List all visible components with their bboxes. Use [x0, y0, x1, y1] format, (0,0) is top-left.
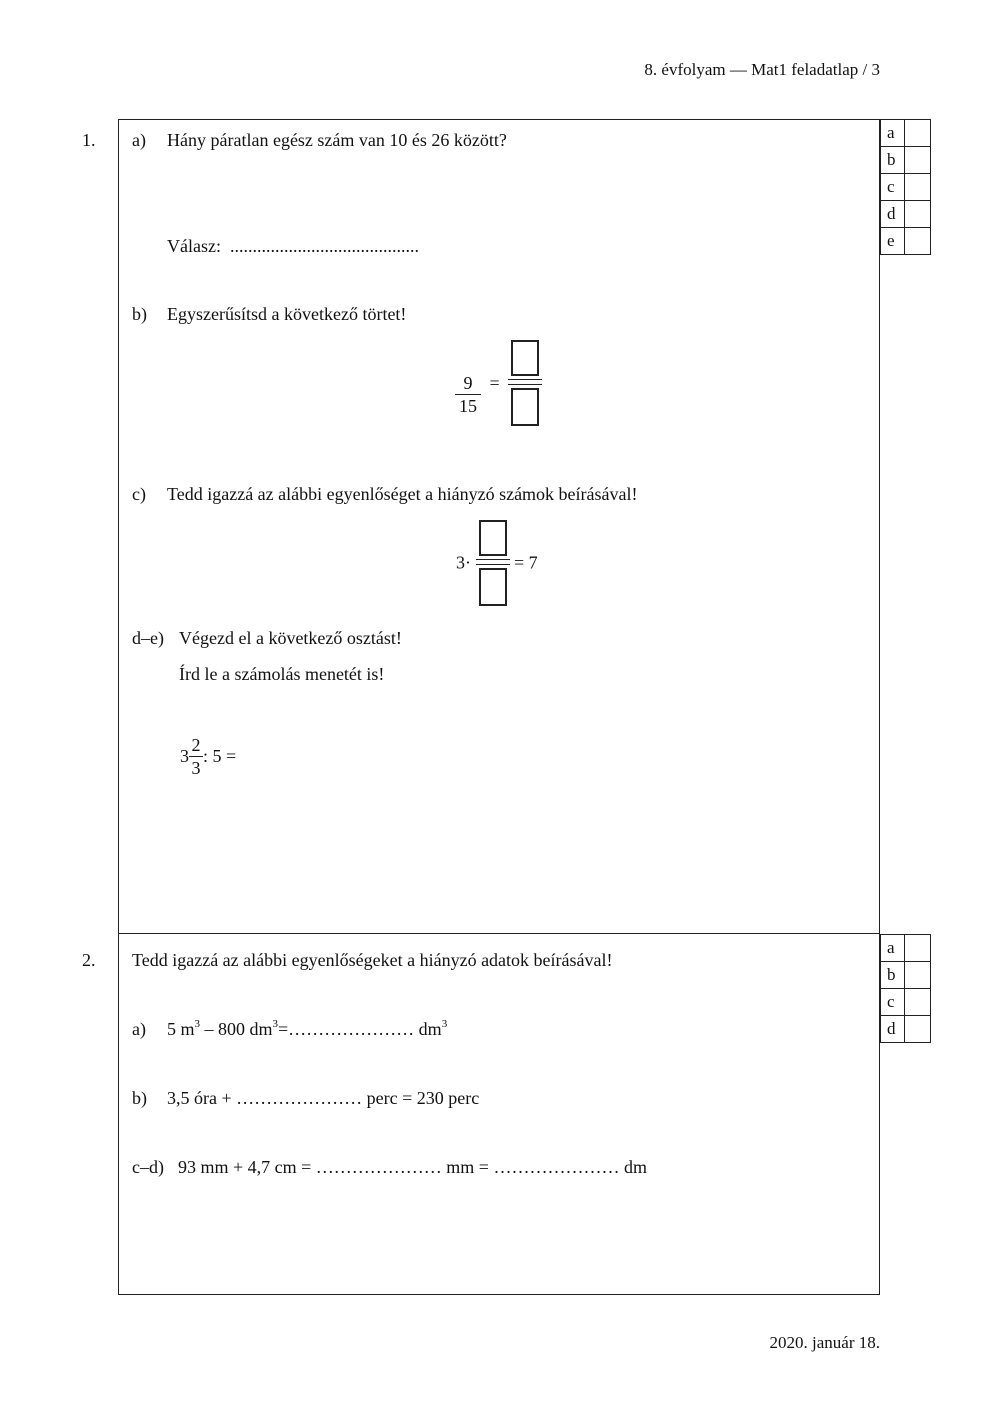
grade-row: [881, 174, 931, 201]
equals-sign: =: [489, 372, 500, 393]
grade-row: [881, 1016, 931, 1043]
grade-row: [881, 989, 931, 1016]
mixed-fraction: [189, 734, 203, 779]
grade-cell[interactable]: [905, 228, 931, 255]
task1de-label: d–e): [132, 628, 164, 648]
factor-3: 3·: [456, 552, 471, 573]
task2cd-equation[interactable]: 93 mm + 4,7 cm = ………………… mm = ………………… dm: [178, 1157, 647, 1177]
fraction-bar: [508, 379, 542, 385]
grade-row: [881, 120, 931, 147]
division-by-5: : 5 =: [203, 746, 237, 766]
grade-cell[interactable]: [905, 147, 931, 174]
page-footer-date: 2020. január 18.: [769, 1333, 880, 1352]
grade-cell[interactable]: [905, 174, 931, 201]
task2-number: 2.: [82, 950, 96, 970]
grade-letter: c: [881, 174, 905, 201]
grade-row: [881, 201, 931, 228]
task1de-instruction-2: Írd le a számolás menetét is!: [179, 664, 385, 684]
grade-letter: b: [881, 962, 905, 989]
grade-cell[interactable]: [905, 201, 931, 228]
grade-cell[interactable]: [905, 120, 931, 147]
term-5m3: 5 m: [167, 1019, 195, 1039]
task1c-equation: [456, 520, 538, 606]
grade-cell[interactable]: [905, 1016, 931, 1043]
task1de-expression: [180, 734, 236, 779]
cube-exponent: 3: [194, 1018, 201, 1030]
task1c-instruction: Tedd igazzá az alábbi egyenlőséget a hiányzó számok beírásával!: [167, 484, 638, 504]
task2-grade-table: [880, 934, 931, 1043]
cube-exponent: 3: [441, 1018, 448, 1030]
fraction-bar: [476, 559, 510, 565]
fraction-numerator: 9: [463, 372, 473, 393]
task2b-label: b): [132, 1088, 147, 1108]
fraction-numerator: 2: [191, 735, 201, 755]
task2b-equation[interactable]: 3,5 óra + ………………… perc = 230 perc: [167, 1088, 480, 1108]
grade-row: [881, 962, 931, 989]
grade-letter: b: [881, 147, 905, 174]
grade-row: [881, 147, 931, 174]
numerator-box[interactable]: [479, 520, 507, 556]
answer-fraction[interactable]: [476, 520, 510, 606]
task1b-equation: [455, 340, 542, 426]
task1c-label: c): [132, 484, 146, 504]
task2cd-label: c–d): [132, 1157, 164, 1177]
grade-cell[interactable]: [905, 989, 931, 1016]
grade-letter: a: [881, 935, 905, 962]
task1-number: 1.: [82, 130, 96, 150]
task1de-instruction-1: Végezd el a következő osztást!: [179, 628, 402, 648]
task1de-work-area[interactable]: [180, 790, 860, 920]
cube-exponent: 3: [272, 1018, 279, 1030]
task2-box: [118, 934, 880, 1295]
answer-dots[interactable]: ..........................................: [229, 236, 419, 256]
fraction-9-15: [455, 372, 481, 417]
grade-letter: e: [881, 228, 905, 255]
task1a-label: a): [132, 130, 146, 150]
grade-letter: d: [881, 1016, 905, 1043]
fraction-denominator: 15: [459, 395, 477, 416]
task1a-question: Hány páratlan egész szám van 10 és 26 között?: [167, 130, 507, 150]
answer-blank-dm3[interactable]: =………………… dm: [278, 1019, 442, 1039]
task1a-answer-line[interactable]: [167, 236, 419, 257]
task2a-equation[interactable]: [167, 1019, 447, 1040]
numerator-box[interactable]: [511, 340, 539, 376]
answer-fraction[interactable]: [508, 340, 542, 426]
grade-row: [881, 228, 931, 255]
answer-label: Válasz:: [167, 236, 221, 256]
term-800dm3: – 800 dm: [200, 1019, 273, 1039]
mixed-whole: 3: [180, 746, 189, 766]
denominator-box[interactable]: [479, 568, 507, 606]
equals-seven: = 7: [514, 552, 538, 573]
grade-letter: c: [881, 989, 905, 1016]
grade-cell[interactable]: [905, 962, 931, 989]
task1b-label: b): [132, 304, 147, 324]
task2a-label: a): [132, 1019, 146, 1039]
task1-grade-table: [880, 119, 931, 255]
grade-letter: a: [881, 120, 905, 147]
page-header: 8. évfolyam — Mat1 feladatlap / 3: [644, 60, 880, 79]
grade-row: [881, 935, 931, 962]
fraction-denominator: 3: [191, 758, 201, 778]
denominator-box[interactable]: [511, 388, 539, 426]
grade-cell[interactable]: [905, 935, 931, 962]
grade-letter: d: [881, 201, 905, 228]
task2-instruction: Tedd igazzá az alábbi egyenlőségeket a hiányzó adatok beírásával!: [132, 950, 613, 970]
task1b-instruction: Egyszerűsítsd a következő törtet!: [167, 304, 407, 324]
